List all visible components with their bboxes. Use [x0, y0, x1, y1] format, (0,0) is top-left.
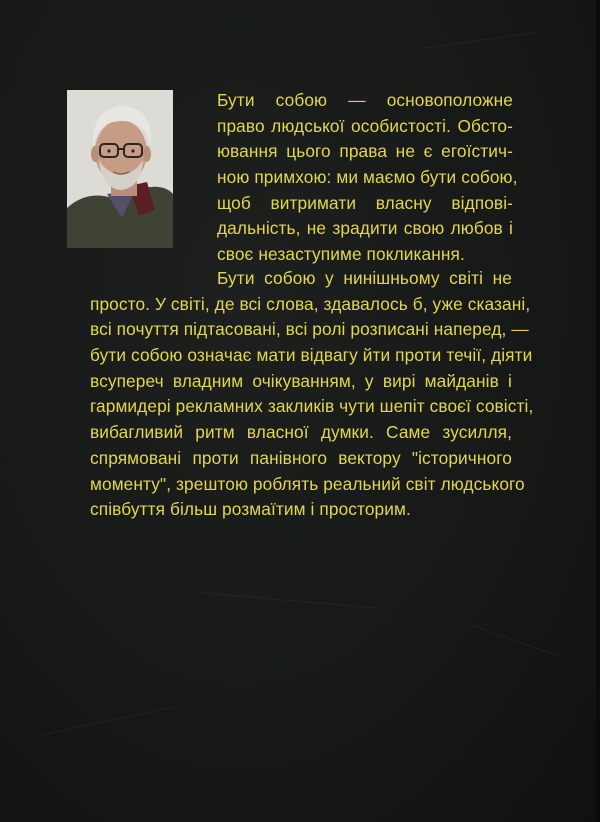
text-line: своє незаступиме покликання.: [217, 244, 465, 265]
cover-edge: [596, 0, 600, 822]
cover-texture: [473, 625, 558, 657]
text-line: просто. У світі, де всі слова, здавалось б, уже сказані,: [90, 293, 531, 314]
text-line: Бути собою — основоположне: [217, 90, 513, 110]
text-line: моменту", зрештою роблять реальний світ людського: [90, 473, 525, 494]
cover-texture: [421, 32, 540, 50]
cover-texture: [41, 705, 178, 735]
text-line: гармидері рекламних закликів чути шепіт своєї совісті,: [90, 396, 534, 417]
text-line: щоб витримати власну відпові-: [217, 192, 513, 213]
author-photo: [67, 90, 173, 248]
text-line: право людської особистості. Обсто-: [217, 115, 513, 136]
text-line: вибагливий ритм власної думки. Саме зусилля,: [90, 422, 512, 443]
text-line: співбуття більш розмаїтим і просторим.: [90, 499, 411, 520]
text-line: всі почуття підтасовані, всі ролі розписані наперед, —: [90, 319, 529, 340]
text-line: всупереч владним очікуванням, у вирі майданів і: [90, 370, 512, 391]
cover-texture: [200, 592, 379, 609]
text-line: бути собою означає мати відвагу йти проти течії, діяти: [90, 345, 533, 366]
text-line: ною примхою: ми маємо бути собою,: [217, 167, 518, 188]
text-line: спрямовані проти панівного вектору "історичного: [90, 447, 512, 468]
text-line: ювання цього права не є егоїстич-: [217, 141, 513, 162]
text-line: Бути собою у нинішньому світі не: [217, 268, 512, 288]
paragraph-2: [90, 266, 534, 523]
paragraph-1: [217, 88, 518, 268]
text-line: дальність, не зрадити свою любов і: [217, 218, 513, 239]
